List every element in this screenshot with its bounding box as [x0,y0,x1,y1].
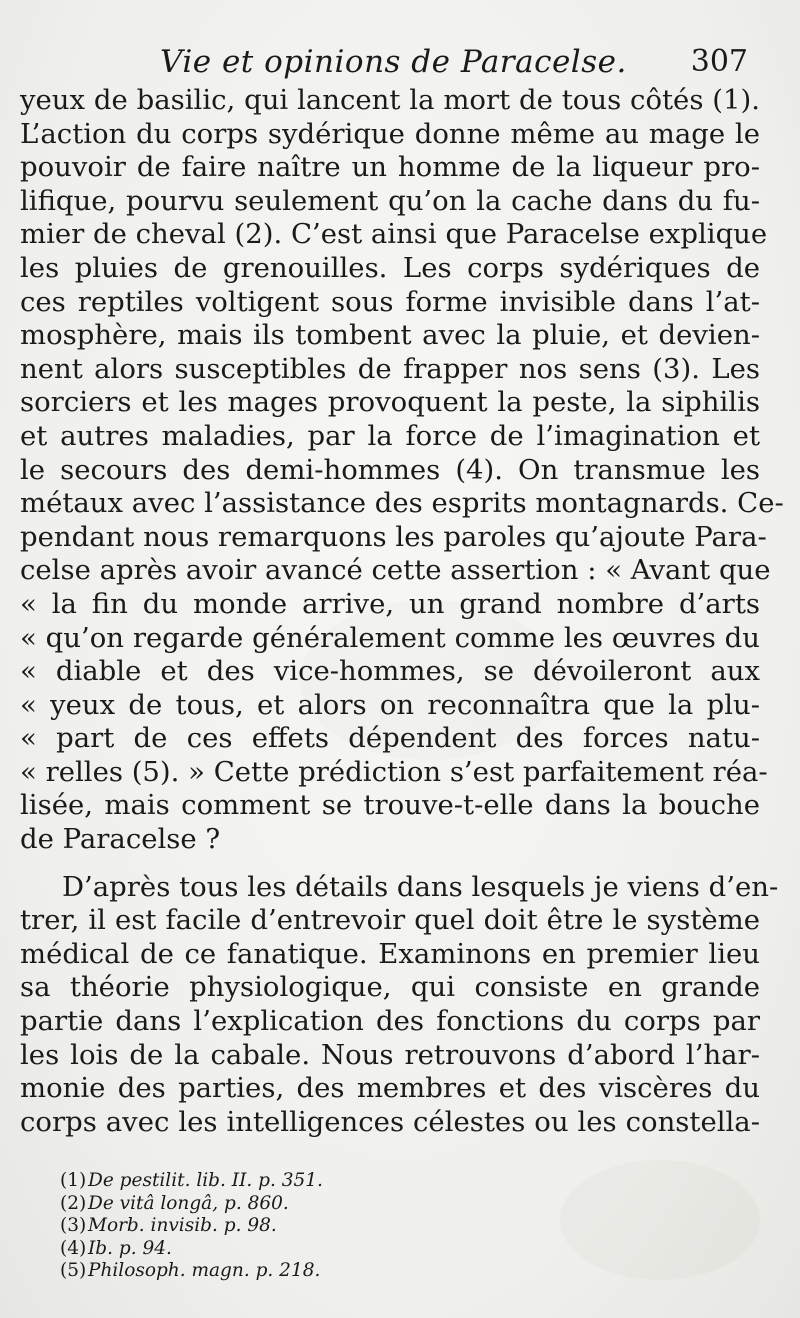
text-line: les lois de la cabale. Nous retrouvons d’abord l’har- [20,1038,760,1071]
page-number: 307 [690,44,748,79]
footnote-text: Ib. p. 94. [88,1237,172,1259]
running-header [0,44,800,84]
footnote-text: De pestilit. lib. II. p. 351. [88,1170,323,1191]
text-line: sa théorie physiologique, qui consiste en grande [20,971,760,1004]
text-line: médical de ce fanatique. Examinons en premier lieu [20,937,760,970]
text-line: partie dans l’explication des fonctions du corps par [20,1005,760,1038]
footnote [60,1260,560,1283]
text-line: D’après tous les détails dans lesquels je viens d’en- [62,870,779,903]
quote-line: « la fin du monde arrive, un grand nombre d’arts [20,587,760,620]
text-line: le secours des demi-hommes (4). On transmue les [20,453,760,486]
text-line: lisée, mais comment se trouve-t-elle dans la bouche [20,789,760,822]
footnote-number: (2) [60,1192,87,1214]
paragraph [20,870,779,1140]
quote-line: « relles (5). » Cette prédiction s’est parfaitement réa- [20,755,768,788]
text-line: les pluies de grenouilles. Les corps sydériques de [20,251,760,284]
text-line: monie des parties, des membres et des viscères du [20,1072,760,1105]
footnote [60,1215,560,1238]
quote-line: « diable et des vice-hommes, se dévoileront aux [20,655,760,688]
text-line: lifique, pourvu seulement qu’on la cache dans du fu- [20,184,760,217]
running-title: Vie et opinions de Paracelse. [160,44,627,80]
footnote-number: (3) [60,1215,87,1236]
footnote [60,1170,560,1193]
text-line: de Paracelse ? [20,823,221,856]
footnote-text: Philosoph. magn. p. 218. [88,1260,321,1281]
quote-line: « part de ces effets dépendent des forces natu- [20,722,760,755]
quote-line: « qu’on regarde généralement comme les œuvres du [20,621,760,654]
text-line: yeux de basilic, qui lancent la mort de tous côtés (1). [20,84,760,116]
paragraph [20,84,784,857]
footnote [60,1193,560,1216]
text-line: et autres maladies, par la force de l’imagination et [20,419,760,452]
footnotes [60,1170,560,1283]
quote-line: « yeux de tous, et alors on reconnaîtra que la plu- [20,688,760,721]
footnote-number: (5) [60,1260,87,1281]
paragraph-gap [20,857,760,871]
text-line: pendant nous remarquons les paroles qu’ajoute Para- [20,520,767,553]
text-line: nent alors susceptibles de frapper nos sens (3). Les [20,352,760,385]
text-line: métaux avec l’assistance des esprits montagnards. Ce- [20,487,784,520]
footnote-text: Morb. invisib. p. 98. [88,1215,277,1236]
footnote-text: De vitâ longâ, p. 860. [88,1192,289,1214]
text-line: trer, il est facile d’entrevoir quel doit être le système [20,904,760,937]
text-line: pouvoir de faire naître un homme de la liqueur pro- [20,151,760,184]
text-line: ces reptiles voltigent sous forme invisible dans l’at- [20,285,760,318]
text-line: L’action du corps sydérique donne même au mage le [20,117,760,150]
footnote-number: (1) [60,1170,87,1191]
text-line: celse après avoir avancé cette assertion : « Avant que [20,554,771,587]
text-line: sorciers et les mages provoquent la peste, la siphilis [20,386,760,419]
body-text [20,84,784,1139]
footnote [60,1238,560,1261]
text-line: corps avec les intelligences célestes ou les constella- [20,1105,760,1138]
foxing-stain [560,1160,760,1280]
text-line: mier de cheval (2). C’est ainsi que Paracelse explique [20,218,768,251]
footnote-number: (4) [60,1237,87,1259]
text-line: mosphère, mais ils tombent avec la pluie, et devien- [20,319,760,352]
